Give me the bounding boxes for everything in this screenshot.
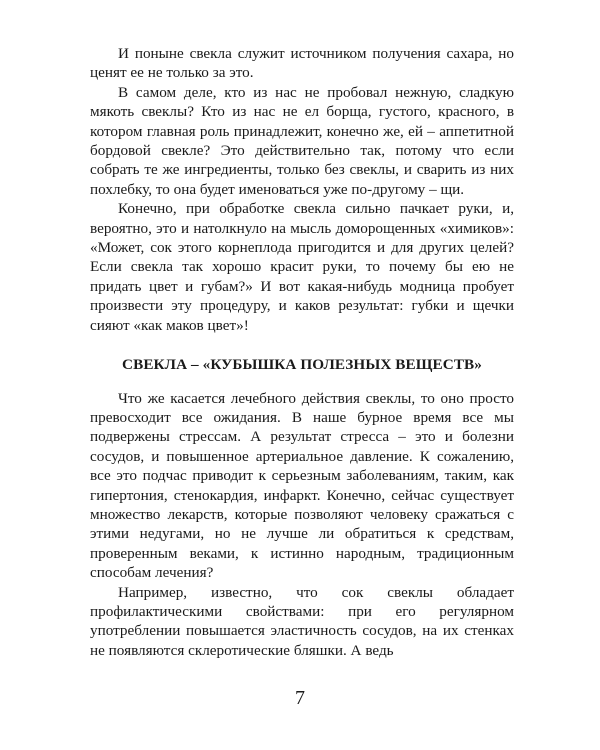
page-number: 7 [295, 687, 305, 709]
paragraph-cosmetic-use: Конечно, при обработке свекла сильно пачкает руки, и, вероятно, это и натолкнуло на мысль доморощенных «химиков»: «Может, сок этого корнеплода пригодится и для других целей? Если свекла так хорошо красит руки, то почему бы ею не придать цвет и губам?» И вот какая-нибудь модница пробует произвести эту процедуру, и каков результат: губки и щечки сияют «как маков цвет»! [90, 200, 514, 334]
paragraph-beet-juice: Например, известно, что сок свеклы обладает профилактическими свойствами: при его регулярном употреблении повышается эластичность сосудов, на их стенках не появляются склеротические бляшки. А ведь [90, 583, 514, 659]
paragraph-sugar-source: И поныне свекла служит источником получения сахара, но ценят ее не только за это. [90, 45, 514, 82]
paragraph-medicinal-action: Что же касается лечебного действия свеклы, то оно просто превосходит все ожидания. В наше бурное время все мы подвержены стрессам. А результат стресса – это и болезни сосудов, и повышенное артериальное давление. К сожалению, все это подчас приводит к серьезным заболеваниям, таким, как гипертония, стенокардия, инфаркт. Конечно, сейчас существует множество лекарств, которые позволяют человеку сражаться с этими недугами, но не лучше ли обратиться к средствам, проверенным веками, к истинно народным, традиционным способам лечения? [90, 389, 514, 582]
section-heading: СВЕКЛА – «КУБЫШКА ПОЛЕЗНЫХ ВЕЩЕСТВ» [122, 356, 482, 374]
page-content [90, 44, 514, 660]
paragraph-borscht: В самом деле, кто из нас не пробовал нежную, сладкую мякоть свеклы? Кто из нас не ел борща, густого, красного, в котором главная роль принадлежит, конечно же, ей – аппетитной бордовой свекле? Это действительно так, потому что если собрать те же ингредиенты, только без свеклы, и сварить из них похлебку, то она будет именоваться уже по-другому – щи. [90, 83, 514, 198]
